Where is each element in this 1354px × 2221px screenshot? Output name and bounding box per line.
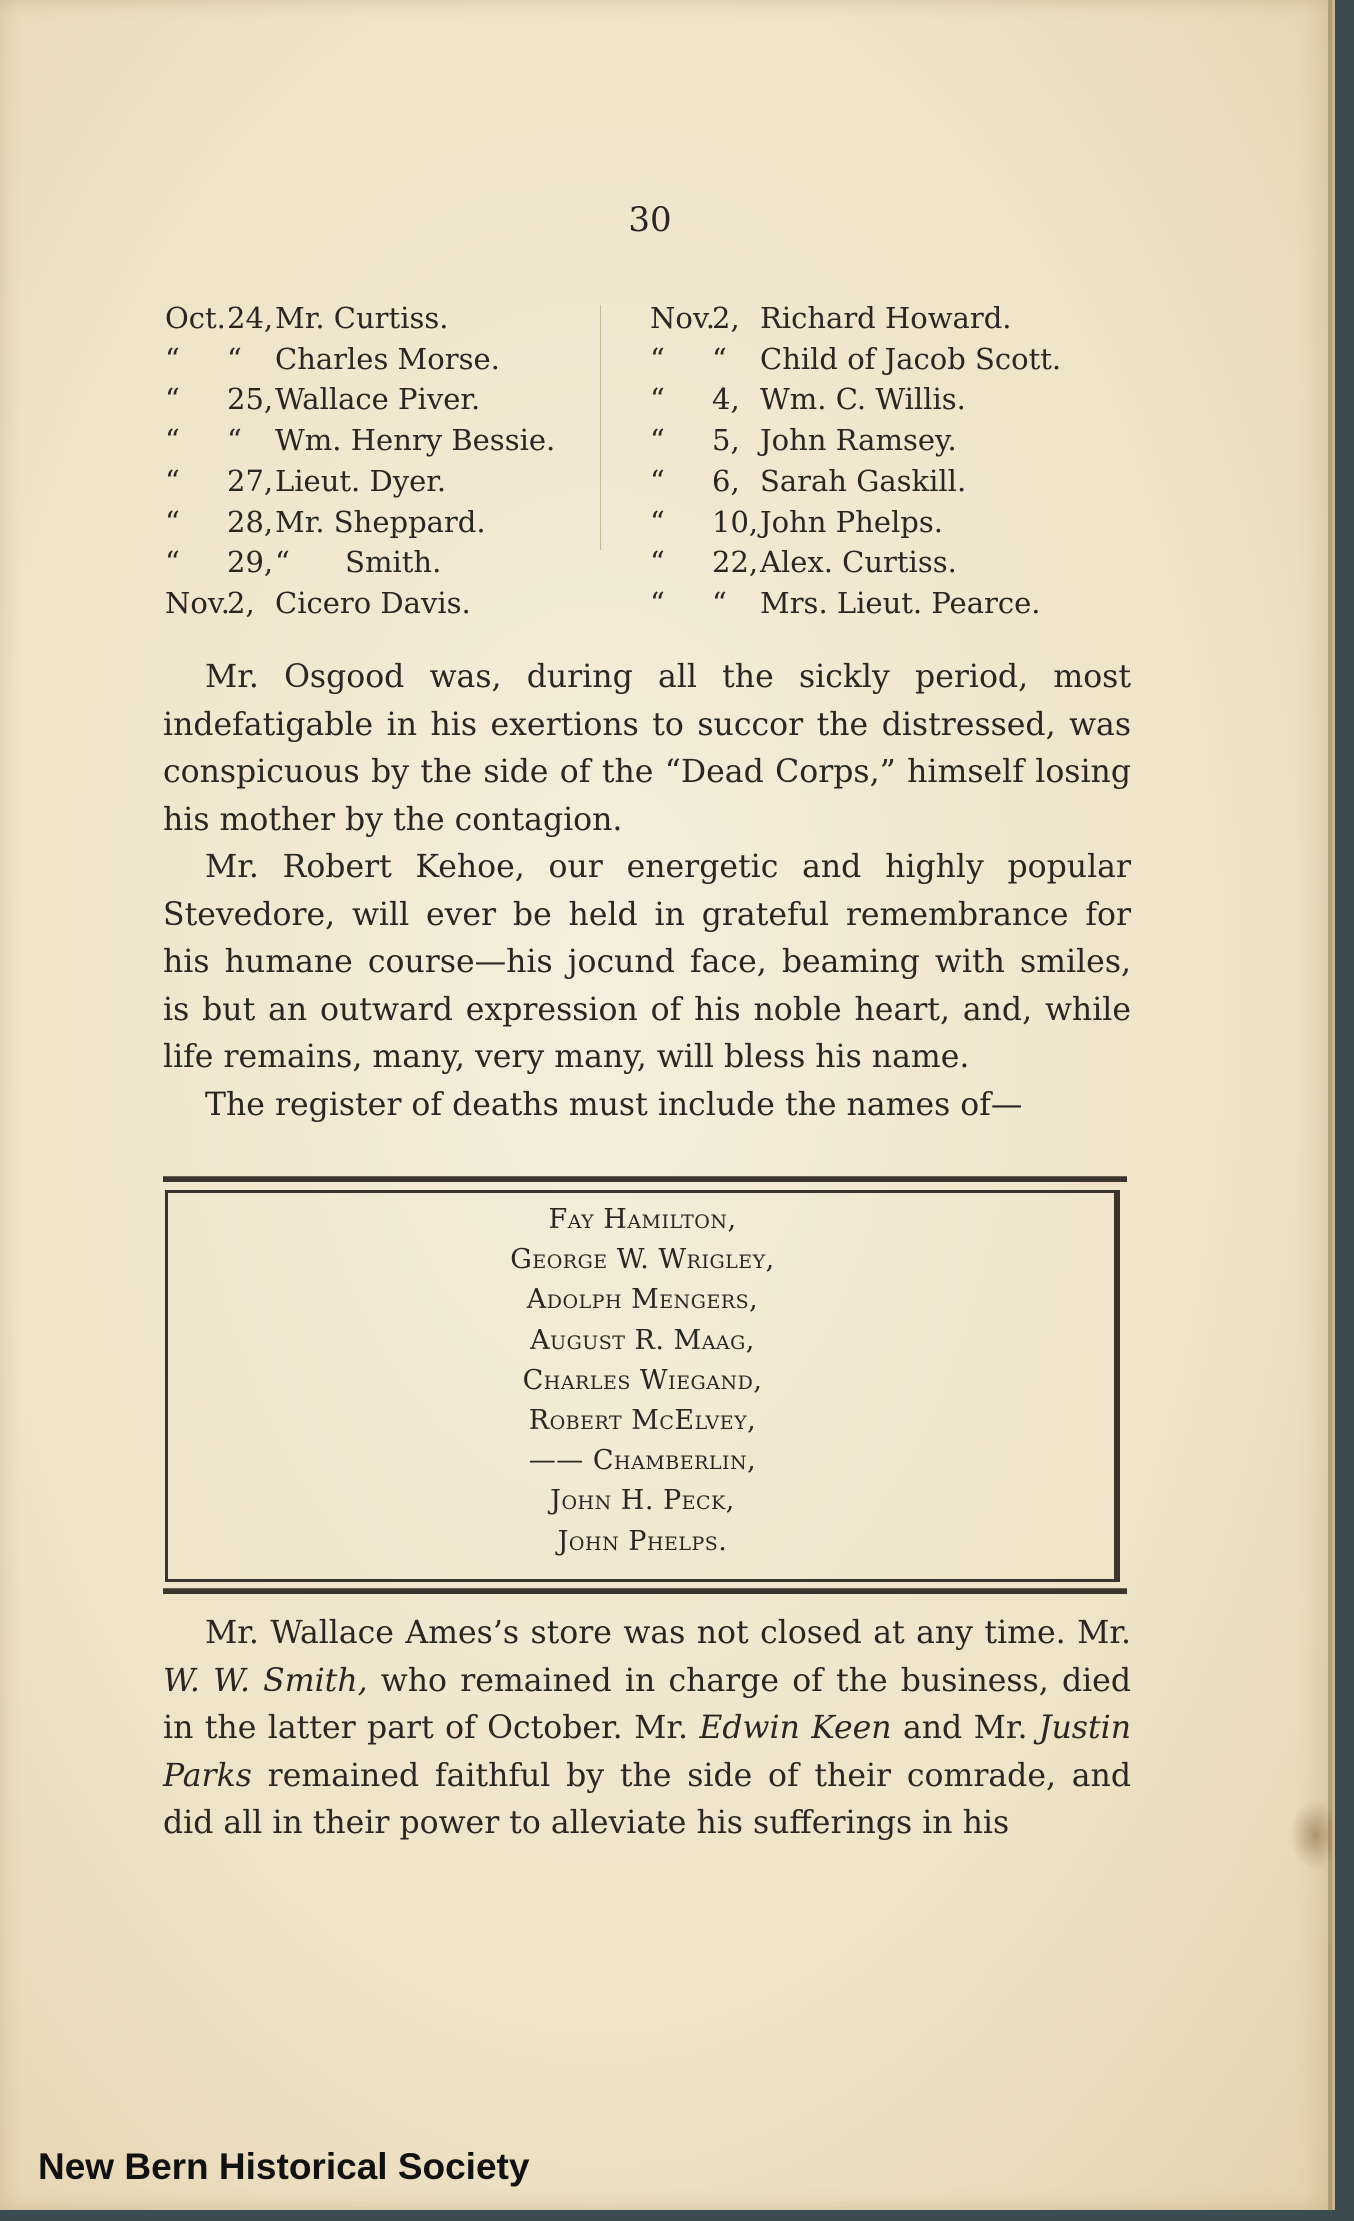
memorial-name: John H. Peck,	[550, 1485, 735, 1517]
page-number: 30	[628, 200, 672, 240]
list-item: “ 10, John Phelps.	[650, 504, 943, 539]
list-item: “ 29, “ Smith.	[165, 545, 442, 580]
box-top-rule	[163, 1176, 1127, 1182]
memorial-name: August R. Maag,	[530, 1324, 755, 1356]
memorial-name: Fay Hamilton,	[548, 1204, 737, 1235]
watermark: New Bern Historical Society	[38, 2146, 530, 2187]
list-item: “ 4, Wm. C. Willis.	[650, 382, 966, 417]
list-item: “ “ Wm. Henry Bessie.	[165, 423, 556, 458]
list-item: “ 6, Sarah Gaskill.	[650, 463, 967, 498]
list-item: “ 5, John Ramsey.	[650, 423, 957, 458]
list-item: Oct. 24, Mr. Curtiss.	[165, 301, 449, 335]
body-text-upper	[163, 654, 1131, 1129]
list-item: “ “ Child of Jacob Scott.	[650, 341, 1062, 376]
body-text-lower	[163, 1610, 1131, 1848]
list-item: “ 25, Wallace Piver.	[165, 382, 481, 417]
paragraph-ames-store: Mr. Wallace Ames’s store was not closed at any time. Mr. W. W. Smith, who remained in charge of the business, died in the latter part of October. Mr. Edwin Keen and Mr. Justin Parks remained faithful by the side of their comrade, and did all in their power to alleviate his sufferings in his	[163, 1615, 1131, 1841]
paragraph-osgood: Mr. Osgood was, during all the sickly period, most indefatigable in his exertions to succor the distressed, was conspicuous by the side of the “Dead Corps,” himself losing his mother by the contagion.	[163, 659, 1131, 838]
memorial-name: John Phelps.	[557, 1525, 728, 1557]
memorial-names	[165, 1200, 1120, 1562]
right-death-list	[650, 298, 1061, 624]
list-item: “ 27, Lieut. Dyer.	[165, 463, 447, 498]
list-item: Nov. 2, Richard Howard.	[650, 301, 1012, 335]
list-item: “ “ Charles Morse.	[165, 341, 500, 376]
column-divider	[600, 305, 601, 550]
paragraph-register-intro: The register of deaths must include the names of—	[205, 1086, 1023, 1123]
list-item: “ 22, Alex. Curtiss.	[650, 545, 957, 580]
memorial-name: Charles Wiegand,	[522, 1364, 763, 1396]
list-item: “ “ Mrs. Lieut. Pearce.	[650, 585, 1041, 620]
page-edge	[1328, 0, 1332, 2210]
list-item: Nov. 2, Cicero Davis.	[165, 585, 471, 620]
memorial-name: Robert McElvey,	[528, 1405, 757, 1437]
box-bottom-rule	[163, 1588, 1127, 1594]
memorial-name: Adolph Mengers,	[526, 1284, 759, 1316]
memorial-name: George W. Wrigley,	[510, 1244, 775, 1276]
page-stain	[1290, 1800, 1332, 1870]
memorial-name: —— Chamberlin,	[528, 1445, 757, 1477]
list-item: “ 28, Mr. Sheppard.	[165, 504, 486, 539]
left-death-list	[165, 298, 555, 624]
paragraph-kehoe: Mr. Robert Kehoe, our energetic and highly popular Stevedore, will ever be held in grateful remembrance for his humane course—his jocund face, beaming with smiles, is but an outward expression of his noble heart, and, while life remains, many, very many, will bless his name.	[163, 849, 1131, 1075]
